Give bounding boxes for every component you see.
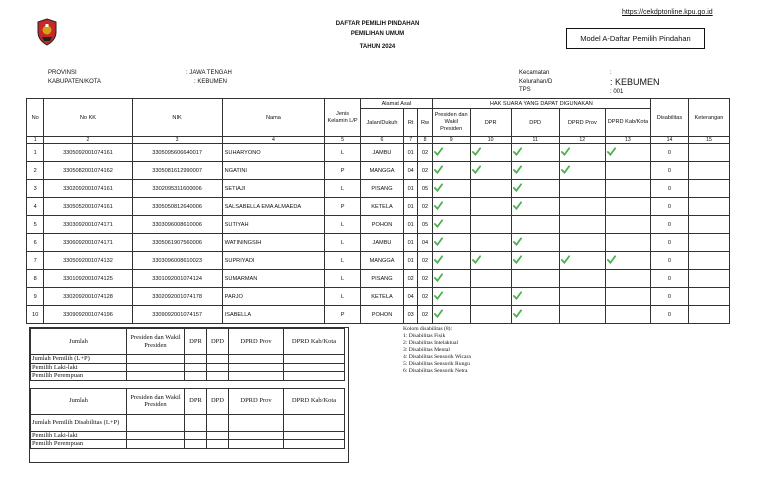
row-jalan: POHON <box>360 216 403 234</box>
col-keterangan: Keterangan <box>688 99 729 137</box>
row-vote-dprd-kab <box>605 198 650 216</box>
row-vote-dprd-prov <box>559 198 605 216</box>
check-icon <box>434 291 443 300</box>
summary-row-label: Pemilih Perempuan <box>31 372 127 381</box>
col-disabilitas: Disabilitas <box>651 99 689 137</box>
summary-head-dpd: DPD <box>207 329 229 355</box>
row-vote-presiden <box>432 144 470 162</box>
check-icon <box>434 165 443 174</box>
col-no-kk: No KK <box>44 99 132 137</box>
row-nik: 3301092001074124 <box>132 270 222 288</box>
row-vote-dpr <box>470 162 511 180</box>
row-nik: 3303096008610023 <box>132 252 222 270</box>
row-jalan: JAMBU <box>360 144 403 162</box>
check-icon <box>434 201 443 210</box>
row-nik: 3302092001074178 <box>132 288 222 306</box>
row-vote-presiden <box>432 180 470 198</box>
summary-head-dprd-prov: DPRD Prov <box>229 329 284 355</box>
table-row <box>27 234 730 252</box>
column-number: 12 <box>559 137 605 144</box>
col-rw: Rw <box>418 109 432 137</box>
row-nama: ISABELLA <box>222 306 324 324</box>
row-nama: SALSABELLA EMA ALMAEDA <box>222 198 324 216</box>
row-vote-dpd <box>511 162 559 180</box>
row-no-kk: 3305092001074132 <box>44 252 132 270</box>
row-no: 1 <box>27 144 44 162</box>
notes-item: 1: Disabilitas Fisik <box>403 333 446 339</box>
row-jenis-kelamin: L <box>325 180 361 198</box>
summary-head-dprd-prov-2: DPRD Prov <box>229 388 284 414</box>
check-icon <box>434 147 443 156</box>
row-rt: 04 <box>404 162 418 180</box>
row-no: 8 <box>27 270 44 288</box>
column-number: 3 <box>132 137 222 144</box>
info-values-left <box>186 69 232 86</box>
row-disabilitas: 0 <box>651 144 689 162</box>
row-nik: 3305050812640006 <box>132 198 222 216</box>
title-line-2: PEMILIHAN UMUM <box>350 31 405 37</box>
row-keterangan <box>688 234 729 252</box>
row-rw: 02 <box>418 270 432 288</box>
table-row <box>27 216 730 234</box>
check-icon <box>434 183 443 192</box>
row-rw: 04 <box>418 234 432 252</box>
row-vote-dprd-prov <box>559 144 605 162</box>
check-icon <box>513 237 522 246</box>
summary-row-label: Pemilih Perempuan <box>31 440 127 449</box>
row-vote-dprd-prov <box>559 216 605 234</box>
title-line-1: DAFTAR PEMILIH PINDAHAN <box>335 21 420 27</box>
row-disabilitas: 0 <box>651 216 689 234</box>
row-vote-dprd-prov <box>559 180 605 198</box>
row-vote-dpd <box>511 270 559 288</box>
row-vote-dpr <box>470 252 511 270</box>
tps-value: : 001 <box>610 89 624 95</box>
row-keterangan <box>688 198 729 216</box>
col-alamat-asal: Alamat Asal <box>360 99 432 109</box>
column-number: 7 <box>404 137 418 144</box>
row-vote-dprd-kab <box>605 180 650 198</box>
row-no: 7 <box>27 252 44 270</box>
row-keterangan <box>688 180 729 198</box>
check-icon <box>434 237 443 246</box>
row-nama: WATININGSIH <box>222 234 324 252</box>
check-icon <box>513 165 522 174</box>
table-row <box>27 198 730 216</box>
row-keterangan <box>688 270 729 288</box>
col-jenis-kelamin: Jenis Kelamin L/P <box>325 99 361 137</box>
check-icon <box>513 255 522 264</box>
column-number: 1 <box>27 137 44 144</box>
row-rt: 01 <box>404 198 418 216</box>
check-icon <box>513 309 522 318</box>
row-vote-dprd-prov <box>559 252 605 270</box>
row-rt: 04 <box>404 288 418 306</box>
column-number: 6 <box>360 137 403 144</box>
summary-head-jumlah: Jumlah <box>31 329 127 355</box>
row-no: 2 <box>27 162 44 180</box>
row-rt: 02 <box>404 270 418 288</box>
row-nama: SUPRIYADI <box>222 252 324 270</box>
row-disabilitas: 0 <box>651 198 689 216</box>
check-icon <box>472 147 481 156</box>
row-keterangan <box>688 306 729 324</box>
column-number: 11 <box>511 137 559 144</box>
row-keterangan <box>688 216 729 234</box>
row-jalan: KETELA <box>360 198 403 216</box>
col-presiden: Presiden dan Wakil Presiden <box>432 109 470 137</box>
row-vote-dprd-prov <box>559 234 605 252</box>
row-vote-dprd-kab <box>605 144 650 162</box>
row-disabilitas: 0 <box>651 252 689 270</box>
row-vote-dprd-kab <box>605 270 650 288</box>
row-no-kk: 3305082001074162 <box>44 162 132 180</box>
table-row <box>27 162 730 180</box>
notes-item: 2: Disabilitas Intelaktual <box>403 340 458 346</box>
column-number: 4 <box>222 137 324 144</box>
disability-notes <box>403 326 471 375</box>
row-vote-dpd <box>511 288 559 306</box>
row-vote-presiden <box>432 216 470 234</box>
row-no-kk: 3309092001074196 <box>44 306 132 324</box>
table-row <box>27 144 730 162</box>
col-dpd: DPD <box>511 109 559 137</box>
row-rt: 01 <box>404 234 418 252</box>
column-number: 8 <box>418 137 432 144</box>
provinsi-label: PROVINSI <box>48 70 77 76</box>
row-nik: 3309092001074157 <box>132 306 222 324</box>
row-rw: 02 <box>418 288 432 306</box>
row-vote-dpr <box>470 216 511 234</box>
row-no-kk: 3302092001074128 <box>44 288 132 306</box>
info-labels-right <box>519 69 552 95</box>
row-keterangan <box>688 288 729 306</box>
col-dprd-prov: DPRD Prov <box>559 109 605 137</box>
kelurahan-label: Kelurahan/D <box>519 78 553 85</box>
row-no: 3 <box>27 180 44 198</box>
row-no: 4 <box>27 198 44 216</box>
check-icon <box>561 255 570 264</box>
row-disabilitas: 0 <box>651 306 689 324</box>
row-vote-dpr <box>470 270 511 288</box>
row-vote-dpr <box>470 234 511 252</box>
summary-head-presiden-2: Presiden dan Wakil Presiden <box>127 388 185 414</box>
row-no-kk: 3305052001074161 <box>44 198 132 216</box>
row-keterangan <box>688 162 729 180</box>
column-number-row <box>27 137 730 144</box>
row-no-kk: 3301092001074125 <box>44 270 132 288</box>
info-labels-left <box>48 69 101 86</box>
row-nama: PARJO <box>222 288 324 306</box>
row-keterangan <box>688 144 729 162</box>
row-disabilitas: 0 <box>651 270 689 288</box>
table-row <box>27 180 730 198</box>
row-jenis-kelamin: L <box>325 216 361 234</box>
summary-table <box>30 328 345 449</box>
column-number: 14 <box>651 137 689 144</box>
notes-item: 3: Disabilitas Mental <box>403 347 450 353</box>
col-nama: Nama <box>222 99 324 137</box>
check-icon <box>607 147 616 156</box>
row-nama: SUMARMAN <box>222 270 324 288</box>
row-rw: 05 <box>418 180 432 198</box>
model-label-box <box>566 28 705 49</box>
row-vote-presiden <box>432 252 470 270</box>
summary-row-label: Pemilih Laki-laki <box>31 431 127 440</box>
title-year: TAHUN 2024 <box>359 44 396 50</box>
kecamatan-value: : <box>610 70 612 76</box>
check-icon <box>513 147 522 156</box>
col-no: No <box>27 99 44 137</box>
row-jalan: MANGGA <box>360 252 403 270</box>
check-icon <box>434 255 443 264</box>
kpu-logo <box>36 18 58 46</box>
row-rt: 03 <box>404 306 418 324</box>
row-nik: 3305081612990007 <box>132 162 222 180</box>
row-vote-dprd-prov <box>559 162 605 180</box>
row-rw: 02 <box>418 198 432 216</box>
check-icon <box>434 309 443 318</box>
row-vote-dprd-kab <box>605 216 650 234</box>
row-vote-dpr <box>470 180 511 198</box>
row-nama: SETIAJI <box>222 180 324 198</box>
row-vote-dpd <box>511 306 559 324</box>
row-jenis-kelamin: L <box>325 234 361 252</box>
check-icon <box>472 165 481 174</box>
row-jalan: MANGGA <box>360 162 403 180</box>
model-label: Model A-Daftar Pemilih Pindahan <box>580 34 691 43</box>
summary-head-dprd-kab: DPRD Kab/Kota <box>284 329 345 355</box>
check-icon <box>434 219 443 228</box>
source-url[interactable]: https://cekdptonline.kpu.go.id <box>622 9 713 16</box>
col-hak-suara: HAK SUARA YANG DAPAT DIGUNAKAN <box>432 99 650 109</box>
row-vote-presiden <box>432 234 470 252</box>
row-jenis-kelamin: P <box>325 198 361 216</box>
row-vote-dpd <box>511 180 559 198</box>
row-rw: 02 <box>418 306 432 324</box>
row-nama: SUTIYAH <box>222 216 324 234</box>
row-jalan: KETELA <box>360 288 403 306</box>
info-values-right <box>610 69 660 97</box>
row-nik: 3305061907560006 <box>132 234 222 252</box>
row-vote-dprd-kab <box>605 162 650 180</box>
row-vote-dpr <box>470 288 511 306</box>
summary-head-dprd-kab-2: DPRD Kab/Kota <box>284 388 345 414</box>
row-no-kk: 3305092001074161 <box>44 144 132 162</box>
row-jalan: POHON <box>360 306 403 324</box>
column-number: 5 <box>325 137 361 144</box>
row-rw: 02 <box>418 162 432 180</box>
notes-title: Kolom disabilitas (8): <box>403 326 453 332</box>
row-vote-dpd <box>511 144 559 162</box>
row-nik: 3305095606640017 <box>132 144 222 162</box>
row-vote-dpr <box>470 144 511 162</box>
row-rt: 01 <box>404 216 418 234</box>
row-vote-dprd-kab <box>605 252 650 270</box>
col-rt: Rt <box>404 109 418 137</box>
row-nama: NGATINI <box>222 162 324 180</box>
row-no-kk: 3306092001074171 <box>44 234 132 252</box>
summary-head-jumlah-2: Jumlah <box>31 388 127 414</box>
summary-row-label: Jumlah Pemilih Disabilitas (L+P) <box>31 414 127 431</box>
kecamatan-label: Kecamatan <box>519 70 550 76</box>
row-vote-dpd <box>511 252 559 270</box>
check-icon <box>472 255 481 264</box>
row-vote-presiden <box>432 198 470 216</box>
row-disabilitas: 0 <box>651 180 689 198</box>
column-number: 10 <box>470 137 511 144</box>
column-number: 2 <box>44 137 132 144</box>
row-disabilitas: 0 <box>651 234 689 252</box>
row-jenis-kelamin: P <box>325 306 361 324</box>
kelurahan-value: : KEBUMEN <box>610 76 660 87</box>
check-icon <box>607 255 616 264</box>
summary-row-label: Jumlah Pemilih (L+P) <box>31 355 127 364</box>
column-number: 9 <box>432 137 470 144</box>
row-rw: 02 <box>418 144 432 162</box>
provinsi-value: : JAWA TENGAH <box>186 70 232 76</box>
row-vote-presiden <box>432 270 470 288</box>
row-vote-dprd-kab <box>605 234 650 252</box>
row-jenis-kelamin: L <box>325 288 361 306</box>
col-dpr: DPR <box>470 109 511 137</box>
row-no: 10 <box>27 306 44 324</box>
row-jalan: JAMBU <box>360 234 403 252</box>
row-vote-dpd <box>511 198 559 216</box>
row-no: 9 <box>27 288 44 306</box>
row-disabilitas: 0 <box>651 162 689 180</box>
kabupaten-label: KABUPATEN/KOTA <box>48 78 102 85</box>
row-vote-dprd-kab <box>605 288 650 306</box>
row-vote-dprd-prov <box>559 306 605 324</box>
row-vote-dprd-prov <box>559 270 605 288</box>
check-icon <box>513 291 522 300</box>
kabupaten-value: : KEBUMEN <box>194 78 228 85</box>
table-row <box>27 288 730 306</box>
summary-head-dpr: DPR <box>185 329 207 355</box>
row-vote-dprd-prov <box>559 288 605 306</box>
tps-label: TPS <box>519 87 531 93</box>
row-jenis-kelamin: P <box>325 162 361 180</box>
row-rw: 02 <box>418 252 432 270</box>
summary-head-presiden: Presiden dan Wakil Presiden <box>127 329 185 355</box>
notes-item: 4: Disabilitas Sensorik Wicara <box>403 354 471 360</box>
check-icon <box>434 273 443 282</box>
row-rt: 01 <box>404 180 418 198</box>
summary-head-dpr-2: DPR <box>185 388 207 414</box>
row-keterangan <box>688 252 729 270</box>
row-nik: 3303096008610006 <box>132 216 222 234</box>
notes-item: 5: Disabilitas Sensorik Rungu <box>403 361 470 367</box>
row-vote-presiden <box>432 162 470 180</box>
col-nik: NIK <box>132 99 222 137</box>
check-icon <box>561 165 570 174</box>
row-rt: 01 <box>404 252 418 270</box>
summary-row-label: Pemilih Laki-laki <box>31 363 127 372</box>
check-icon <box>513 201 522 210</box>
voter-table <box>26 98 730 324</box>
row-vote-dprd-kab <box>605 306 650 324</box>
row-no-kk: 3303092001074171 <box>44 216 132 234</box>
table-row <box>27 252 730 270</box>
table-row <box>27 306 730 324</box>
col-jalan: Jalan/Dukuh <box>360 109 403 137</box>
check-icon <box>561 147 570 156</box>
row-disabilitas: 0 <box>651 288 689 306</box>
row-rw: 05 <box>418 216 432 234</box>
page-title <box>300 20 455 53</box>
check-icon <box>513 183 522 192</box>
row-rt: 01 <box>404 144 418 162</box>
table-row <box>27 270 730 288</box>
row-vote-dpr <box>470 306 511 324</box>
notes-item: 6: Disabilitas Sensorik Netra <box>403 368 468 374</box>
row-jalan: PISANG <box>360 270 403 288</box>
row-vote-presiden <box>432 288 470 306</box>
row-jenis-kelamin: L <box>325 252 361 270</box>
row-vote-dpr <box>470 198 511 216</box>
column-number: 13 <box>605 137 650 144</box>
col-dprd-kab: DPRD Kab/Kota <box>605 109 650 137</box>
row-nik: 3302095311600006 <box>132 180 222 198</box>
column-number: 15 <box>688 137 729 144</box>
row-vote-dpd <box>511 216 559 234</box>
row-vote-dpd <box>511 234 559 252</box>
row-no: 5 <box>27 216 44 234</box>
row-no: 6 <box>27 234 44 252</box>
row-jalan: PISANG <box>360 180 403 198</box>
row-vote-presiden <box>432 306 470 324</box>
row-jenis-kelamin: L <box>325 270 361 288</box>
summary-head-dpd-2: DPD <box>207 388 229 414</box>
row-no-kk: 3302092001074161 <box>44 180 132 198</box>
row-jenis-kelamin: L <box>325 144 361 162</box>
row-nama: SUHARYONO <box>222 144 324 162</box>
